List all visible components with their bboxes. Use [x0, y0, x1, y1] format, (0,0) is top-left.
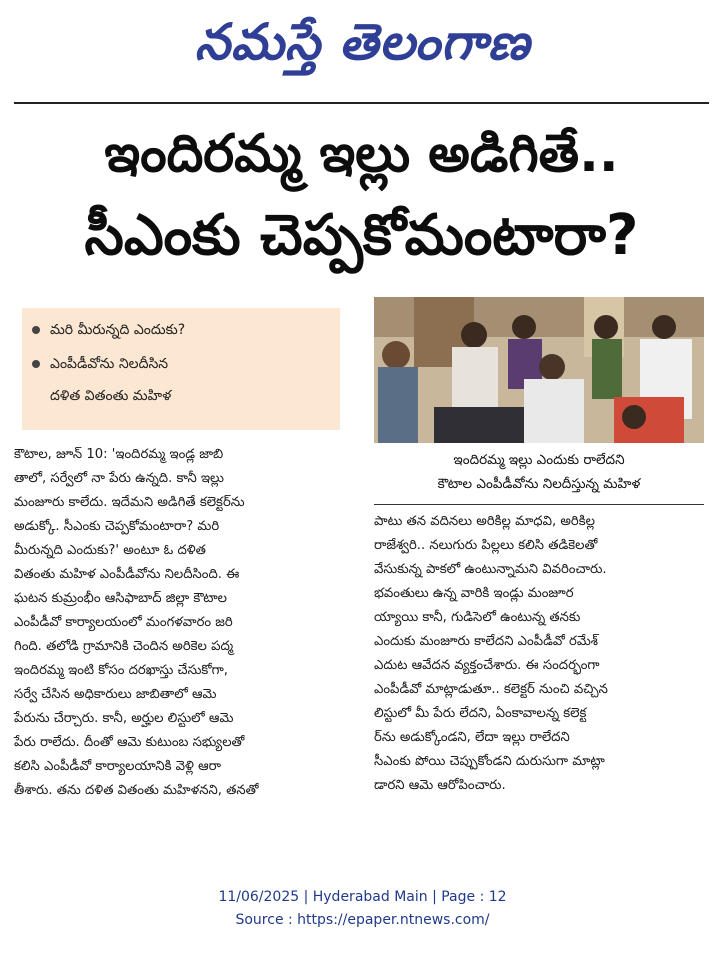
caption-divider: [374, 504, 704, 505]
article-line: వేసుకున్న పాకలో ఉంటున్నామని వివరించారు.: [374, 562, 607, 577]
newspaper-masthead: [0, 0, 725, 95]
article-line: ఎంపీడీవో మాట్లాడుతూ.. కలెక్టర్ నుంచి వచ్చిన: [374, 682, 608, 697]
article-line: పేరు రాలేదు. దీంతో ఆమె కుటుంబ సభ్యులతో: [14, 735, 245, 750]
article-line: లిస్టులో మీ పేరు లేదని, ఏంకావాలన్న కలెక్ట: [374, 706, 587, 721]
news-photo-image: [374, 297, 704, 443]
summary-box: [22, 308, 340, 430]
summary-bullet-2-cont: [50, 388, 171, 407]
article-line: గింది. తలోడి గ్రామానికి చెందిన అరికెల పద్మ: [14, 639, 234, 654]
article-line: అడుక్కో. సీఎంకు చెప్పకోమంటారా? మరి: [14, 519, 220, 534]
headline-line-1: ఇందిరమ్మ ఇల్లు అడిగితే..: [104, 124, 619, 184]
article-line: ఎంపీడీవో కార్యాలయంలో మంగళవారం జరి: [14, 615, 233, 630]
headline-line-2: సీఎంకు చెప్పకోమంటారా?: [84, 203, 639, 268]
summary-text-1: మరి మీరున్నది ఎందుకు?: [50, 322, 186, 338]
summary-bullet-2: [32, 356, 168, 375]
article-line: మీరున్నది ఎందుకు?' అంటూ ఓ దళిత: [14, 543, 206, 558]
article-column-right: [374, 510, 706, 798]
article-line: పేరును చేర్చారు. కానీ, అర్హుల లిస్టులో ఆమె: [14, 711, 234, 726]
article-line: డారని ఆమె ఆరోపించారు.: [374, 778, 506, 793]
footer-edition-info: 11/06/2025 | Hyderabad Main | Page : 12: [218, 889, 507, 905]
article-line: ర్‌ను అడుక్కోండని, లేదా ఇల్లు రాలేదని: [374, 730, 570, 745]
photo-caption-line-1: ఇందిరమ్మ ఇల్లు ఎందుకు రాలేదని: [453, 452, 625, 468]
article-line: ఎదుట ఆవేదన వ్యక్తంచేశారు. ఈ సందర్భంగా: [374, 658, 600, 673]
article-line: తీశారు. తను దళిత వితంతు మహిళనని, తనతో: [14, 783, 259, 798]
article-line: భవంతులు ఉన్న వారికి ఇండ్లు మంజూర: [374, 586, 574, 601]
bullet-dot-icon: [32, 326, 40, 334]
article-line: ఇందిరమ్మ ఇంటి కోసం దరఖాస్తు చేసుకోగా,: [14, 663, 228, 678]
article-line: య్యాయి కానీ, గుడిసెలో ఉంటున్న తనకు: [374, 610, 581, 625]
article-line: కలిసి ఎంపీడీవో కార్యాలయానికి వెళ్లి ఆరా: [14, 759, 221, 774]
footer-source-link[interactable]: Source : https://epaper.ntnews.com/: [235, 912, 490, 928]
article-line: సర్వే చేసిన అధికారులు జాబితాలో ఆమె: [14, 687, 217, 702]
masthead-title: నమస్తే తెలంగాణ: [194, 11, 531, 71]
article-line: ఎందుకు మంజూరు కాలేదని ఎంపీడీవో రమేశ్: [374, 634, 599, 649]
photo-caption: [374, 448, 704, 496]
summary-text-2: ఎంపీడీవోను నిలదీసిన: [50, 356, 169, 372]
photo-caption-line-2: కౌటాల ఎంపీడీవోను నిలదీస్తున్న మహిళ: [437, 476, 641, 492]
article-line: పాటు తన వదినలు అరికిల్ల మాధవి, అరికిల్ల: [374, 514, 595, 529]
article-line: ఘటన కుమ్రంభీం ఆసిఫాబాద్ జిల్లా కౌటాల: [14, 591, 228, 606]
article-line: తాలో, సర్వేలో నా పేరు ఉన్నది. కానీ ఇల్లు: [14, 471, 224, 486]
bullet-dot-icon: [32, 360, 40, 368]
masthead-divider: [14, 102, 709, 104]
article-line: రాజేశ్వరి.. నలుగురు పిల్లలు కలిసి తడికెలతో: [374, 538, 598, 553]
summary-text-3: దళిత వితంతు మహిళ: [50, 388, 172, 404]
article-line: వితంతు మహిళ ఎంపీడీవోను నిలదీసింది. ఈ: [14, 567, 240, 582]
summary-bullet-1: [32, 322, 185, 341]
news-photo: [374, 297, 704, 443]
article-column-left: [14, 443, 354, 803]
article-line: మంజూరు కాలేదు. ఇదేమని అడిగితే కలెక్టర్‌ను: [14, 495, 245, 510]
article-line: సీఎంకు పోయి చెప్పుకోండని దురుసుగా మాట్లా: [374, 754, 605, 769]
article-line: కౌటాల, జూన్ 10: 'ఇందిరమ్మ ఇండ్ల జాబి: [14, 447, 224, 462]
